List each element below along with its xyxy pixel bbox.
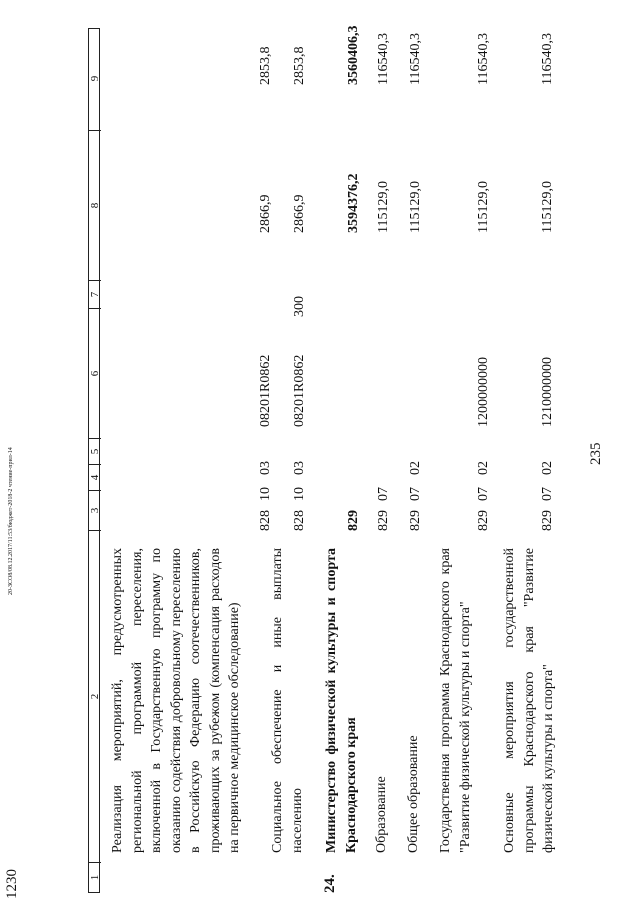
row-section: 10 — [258, 487, 273, 501]
row-expense-type: 300 — [292, 296, 307, 317]
row-amount-2020: 2853,8 — [258, 46, 273, 85]
header-col-7: 7 — [89, 280, 101, 308]
row-description: Образование — [374, 776, 389, 853]
row-amount-2019: 115129,0 — [476, 181, 491, 233]
row-admin-code: 828 — [292, 510, 307, 531]
row-admin-code: 829 — [376, 510, 391, 531]
row-target-article: 08201R0862 — [258, 354, 273, 427]
header-col-8: 8 — [89, 130, 101, 280]
header-col-9: 9 — [89, 75, 101, 82]
row-section: 07 — [376, 487, 391, 501]
row-target-article: 1210000000 — [540, 357, 555, 427]
row-section: 10 — [292, 487, 307, 501]
row-amount-2020: 116540,3 — [376, 33, 391, 85]
row-section: 07 — [476, 487, 491, 501]
row-subsection: 02 — [476, 461, 491, 475]
row-amount-2020: 2853,8 — [292, 46, 307, 85]
row-amount-2019: 115129,0 — [540, 181, 555, 233]
row-admin-code: 829 — [476, 510, 491, 531]
row-subsection: 03 — [258, 461, 273, 475]
row-subsection: 03 — [292, 461, 307, 475]
row-amount-2019: 115129,0 — [376, 181, 391, 233]
header-col-4: 4 — [89, 464, 101, 490]
row-target-article: 08201R0862 — [292, 354, 307, 427]
row-description: Общее образование — [406, 735, 421, 853]
document-id: 20-ЗСО8/08.12.2017/11:53/бюджет-2018-2 чтение-прил-14 — [8, 447, 14, 595]
header-col-3: 3 — [89, 490, 101, 530]
row-number: 24. — [322, 874, 338, 893]
row-description: Социальное обеспечение и иные выплаты населению — [270, 548, 305, 853]
header-col-1: 1 — [89, 862, 101, 892]
row-description: Государственная программа Краснодарского края "Развитие физической культуры и спорта" — [438, 548, 473, 853]
row-target-article: 1200000000 — [476, 357, 491, 427]
row-description: Реализация мероприятий, предусмотренных региональной программой переселения, включенной в Государственную программу по оказанию содействия добровольному переселению в Российскую Федерацию соотечественников, проживающих за рубежом (компенсация расходов на первичное медицинское обследование) — [110, 548, 242, 853]
row-description: Министерство физической культуры и спорта Краснодарского края — [324, 548, 359, 853]
row-admin-code: 829 — [408, 510, 423, 531]
row-amount-2019: 115129,0 — [408, 181, 423, 233]
footer-page-number: 1230 — [4, 869, 20, 899]
row-subsection: 02 — [540, 461, 555, 475]
row-amount-2020: 116540,3 — [540, 33, 555, 85]
header-col-5: 5 — [89, 438, 101, 464]
row-amount-2019: 2866,9 — [258, 194, 273, 233]
row-admin-code: 829 — [540, 510, 555, 531]
row-section: 07 — [540, 487, 555, 501]
row-description: Основные мероприятия государственной программы Краснодарского края "Развитие физической культуры и спорта" — [502, 548, 556, 853]
row-section: 07 — [408, 487, 423, 501]
row-admin-code: 828 — [258, 510, 273, 531]
row-amount-2019: 3594376,2 — [346, 173, 361, 233]
row-subsection: 02 — [408, 461, 423, 475]
page-number: 235 — [588, 442, 604, 465]
row-amount-2019: 2866,9 — [292, 194, 307, 233]
row-admin-code: 829 — [346, 510, 361, 531]
header-col-6: 6 — [89, 308, 101, 438]
row-amount-2020: 116540,3 — [408, 33, 423, 85]
row-amount-2020: 3560406,3 — [346, 25, 361, 85]
header-col-2: 2 — [89, 530, 101, 862]
row-amount-2020: 116540,3 — [476, 33, 491, 85]
table-header — [88, 28, 100, 893]
